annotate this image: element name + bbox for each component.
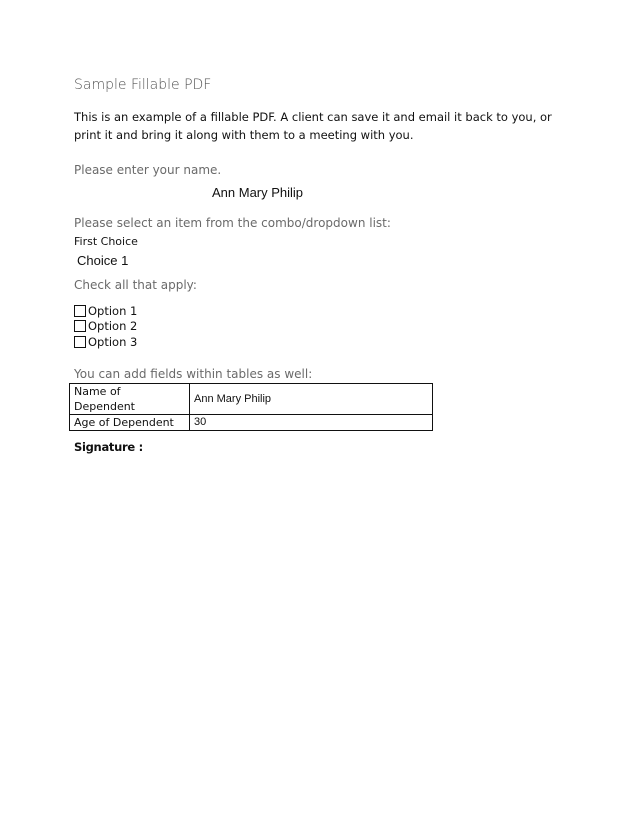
checkbox[interactable]	[74, 320, 86, 332]
combo-prompt: Please select an item from the combo/dropdown list:	[74, 216, 391, 230]
table-key: Age of Dependent	[70, 415, 190, 431]
table-prompt: You can add fields within tables as well:	[74, 367, 313, 381]
table-row	[70, 384, 433, 415]
table-key: Name of Dependent	[70, 384, 190, 415]
combo-dropdown[interactable]: Choice 1	[77, 253, 129, 268]
signature-label: Signature :	[74, 440, 143, 454]
checkbox[interactable]	[74, 305, 86, 317]
dependent-age-field[interactable]: 30	[190, 415, 433, 431]
checkbox-prompt: Check all that apply:	[74, 278, 197, 292]
checkbox-option-1[interactable]	[74, 304, 137, 318]
dependents-table	[69, 383, 433, 431]
document-title: Sample Fillable PDF	[74, 77, 212, 93]
table-row	[70, 415, 433, 431]
checkbox-label: Option 3	[88, 335, 138, 349]
checkbox-label: Option 1	[88, 304, 138, 318]
intro-paragraph: This is an example of a fillable PDF. A client can save it and email it back to you, or print it and bring it along with them to a meeting with you.	[74, 110, 552, 142]
checkbox[interactable]	[74, 336, 86, 348]
combo-label: First Choice	[74, 235, 138, 248]
checkbox-option-3[interactable]	[74, 335, 137, 349]
checkbox-option-2[interactable]	[74, 319, 137, 333]
name-prompt: Please enter your name.	[74, 163, 222, 177]
checkbox-label: Option 2	[88, 319, 138, 333]
dependent-name-field[interactable]: Ann Mary Philip	[190, 384, 433, 415]
name-field[interactable]: Ann Mary Philip	[212, 185, 304, 200]
